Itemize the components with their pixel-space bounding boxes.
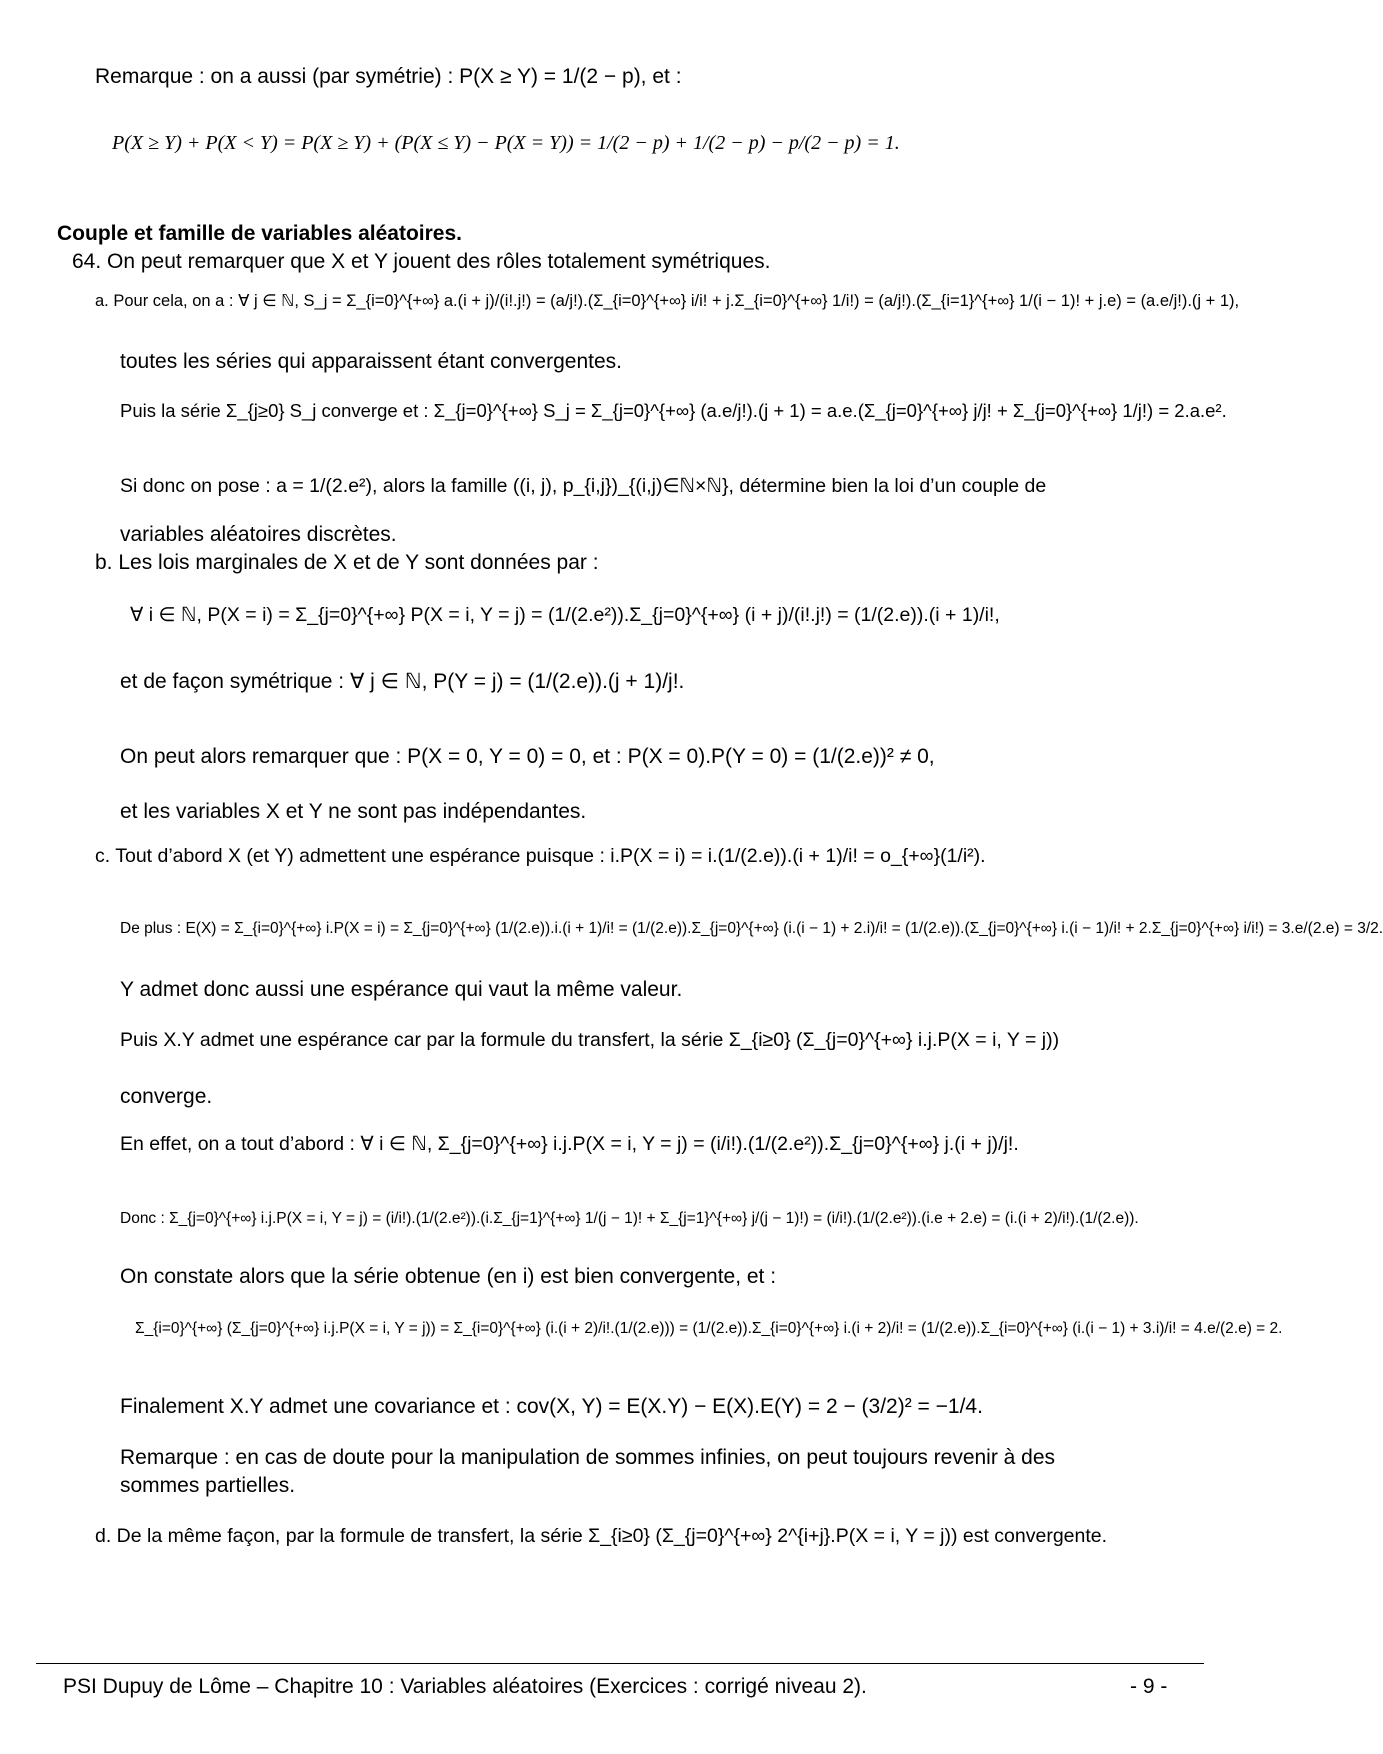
part-c-xy-series: Puis X.Y admet une espérance car par la formule du transfert, la série Σ_{i≥0} (Σ_{j=0}^{+∞} i.j.P(X = i, Y = j)) (120, 1029, 1060, 1051)
part-c-constate: On constate alors que la série obtenue (en i) est bien convergente, et : (120, 1265, 777, 1288)
remark-symmetry: Remarque : on a aussi (par symétrie) : P(X ≥ Y) = 1/(2 − p), et : (95, 65, 682, 88)
part-c-donc: Donc : Σ_{j=0}^{+∞} i.j.P(X = i, Y = j) = (i/i!).(1/(2.e²)).(i.Σ_{j=1}^{+∞} 1/(j − 1)! + Σ_{j=1}^{+∞} j/(j − 1)!) = (i/i!).(1/(2.e²)).(i.e + 2.e) = (i.(i + 2)/i!).(1/(2.e)). (120, 1210, 1139, 1227)
page-number: - 9 - (1130, 1675, 1168, 1698)
formula-probability-sum: P(X ≥ Y) + P(X < Y) = P(X ≥ Y) + (P(X ≤ Y) − P(X = Y)) = 1/(2 − p) + 1/(2 − p) − p/(2 − p) = 1. (112, 132, 900, 154)
part-c-covariance: Finalement X.Y admet une covariance et : cov(X, Y) = E(X.Y) − E(X).E(Y) = 2 − (3/2)² = −1/4. (120, 1395, 983, 1418)
part-b-conclusion: et les variables X et Y ne sont pas indépendantes. (120, 800, 587, 823)
part-d: d. De la même façon, par la formule de transfert, la série Σ_{i≥0} (Σ_{j=0}^{+∞} 2^{i+j}.P(X = i, Y = j)) est convergente. (95, 1525, 1108, 1547)
part-a-conclusion: variables aléatoires discrètes. (120, 523, 397, 546)
part-a-series: Puis la série Σ_{j≥0} S_j converge et : Σ_{j=0}^{+∞} S_j = Σ_{j=0}^{+∞} (a.e/j!).(j + 1) = a.e.(Σ_{j=0}^{+∞} j/j! + Σ_{j=0}^{+∞} 1/j!) = 2.a.e². (120, 400, 1227, 421)
part-c-double-sum: Σ_{i=0}^{+∞} (Σ_{j=0}^{+∞} i.j.P(X = i, Y = j)) = Σ_{i=0}^{+∞} (i.(i + 2)/i!.(1/(2.e))) = (1/(2.e)).Σ_{i=0}^{+∞} i.(i + 2)/i! = (1/(2.e)).Σ_{i=0}^{+∞} (i.(i − 1) + 3.i)/i! = 4.e/(2.e) = 2. (135, 1320, 1283, 1337)
footer-rule (36, 1663, 1204, 1664)
part-b-marginal-y: et de façon symétrique : ∀ j ∈ ℕ, P(Y = j) = (1/(2.e)).(j + 1)/j!. (120, 670, 685, 693)
part-c-remark-1: Remarque : en cas de doute pour la manipulation de sommes infinies, on peut toujours revenir à des (120, 1446, 1056, 1469)
part-a-family: Si donc on pose : a = 1/(2.e²), alors la famille ((i, j), p_{i,j})_{(i,j)∈ℕ×ℕ}, détermine bien la loi d’un couple de (120, 475, 1047, 497)
part-b-intro: b. Les lois marginales de X et de Y sont données par : (95, 551, 599, 574)
section-heading: Couple et famille de variables aléatoires. (57, 222, 462, 245)
part-c-intro: c. Tout d’abord X (et Y) admettent une espérance puisque : i.P(X = i) = i.(1/(2.e)).(i + 1)/i! = o_{+∞}(1/i²). (95, 845, 986, 867)
part-a-convergent: toutes les séries qui apparaissent étant convergentes. (120, 350, 622, 373)
part-b-marginal-x: ∀ i ∈ ℕ, P(X = i) = Σ_{j=0}^{+∞} P(X = i, Y = j) = (1/(2.e²)).Σ_{j=0}^{+∞} (i + j)/(i!.j!) = (1/(2.e)).(i + 1)/i!, (130, 604, 1000, 626)
part-c-remark-2: sommes partielles. (120, 1474, 296, 1497)
part-c-expectation: De plus : E(X) = Σ_{i=0}^{+∞} i.P(X = i) = Σ_{j=0}^{+∞} (1/(2.e)).i.(i + 1)/i! = (1/(2.e)).Σ_{j=0}^{+∞} (i.(i − 1) + 2.i)/i! = (1/(2.e)).(Σ_{j=0}^{+∞} i.(i − 1)/i! + 2.Σ_{j=0}^{+∞} i/i!) = 3.e/(2.e) = 3/2. (120, 920, 1383, 937)
part-a-sum: a. Pour cela, on a : ∀ j ∈ ℕ, S_j = Σ_{i=0}^{+∞} a.(i + j)/(i!.j!) = (a/j!).(Σ_{i=0}^{+∞} i/i! + j.Σ_{i=0}^{+∞} 1/i!) = (a/j!).(Σ_{i=1}^{+∞} 1/(i − 1)! + j.e) = (a.e/j!).(j + 1), (95, 292, 1240, 310)
footer-title: PSI Dupuy de Lôme – Chapitre 10 : Variables aléatoires (Exercices : corrigé niveau 2). (63, 1675, 867, 1698)
part-c-first-step: En effet, on a tout d’abord : ∀ i ∈ ℕ, Σ_{j=0}^{+∞} i.j.P(X = i, Y = j) = (i/i!).(1/(2.e²)).Σ_{j=0}^{+∞} j.(i + j)/j!. (120, 1133, 1019, 1155)
part-b-dependence: On peut alors remarquer que : P(X = 0, Y = 0) = 0, et : P(X = 0).P(Y = 0) = (1/(2.e))² ≠ 0, (120, 745, 935, 768)
part-c-converge: converge. (120, 1085, 213, 1108)
part-c-y-same: Y admet donc aussi une espérance qui vaut la même valeur. (120, 978, 683, 1001)
exercise-64-intro: 64. On peut remarquer que X et Y jouent des rôles totalement symétriques. (72, 250, 771, 273)
